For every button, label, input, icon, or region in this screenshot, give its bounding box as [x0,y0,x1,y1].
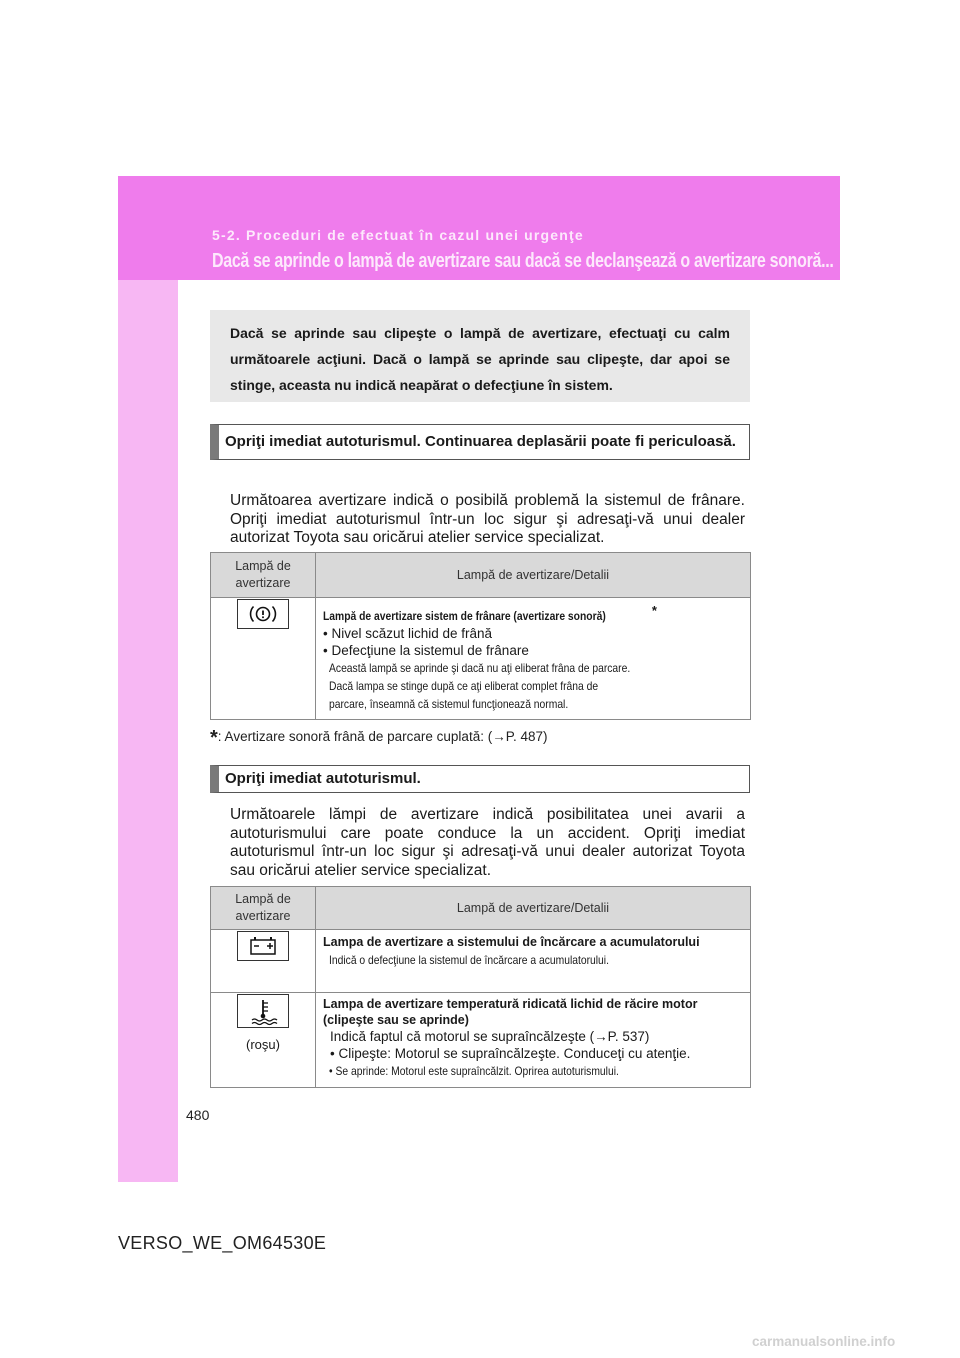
battery-icon [237,931,289,961]
brake-warning-icon [237,599,289,629]
detail-note: Dacă lampa se stinge după ce aţi eliberat complet frâna de [329,679,599,694]
intro-text: Dacă se aprinde sau clipeşte o lampă de avertizare, efectuaţi cu calm următoarele acţiuni. Dacă o lampă se aprinde sau clipeşte, dar apoi se stinge, aceasta nu indică neapărat o defecţiune în sistem. [230,325,730,393]
section-title: Dacă se aprinde o lampă de avertizare sau dacă se declanşează o avertizare sonoră... [212,250,834,272]
table-row [211,993,751,1088]
detail-line: • Clipeşte: Motorul se supraîncălzeşte. Conduceţi cu atenţie. [330,1046,691,1061]
heading-stop-immediately-dangerous [210,424,750,460]
lamp-title: Lampa de avertizare a sistemului de încărcare a acumulatorului [323,935,700,949]
details-cell [316,598,751,720]
column-header-lamp: Lampă de avertizare [211,553,316,598]
detail-note: parcare, înseamnă că sistemul funcţionează normal. [329,697,569,712]
table-row [211,598,751,720]
detail-note: • Se aprinde: Motorul este supraîncălzit. Oprirea autoturismului. [329,1064,619,1078]
details-cell [316,993,751,1088]
detail-bullet: • Nivel scăzut lichid de frână [323,626,493,642]
column-header-lamp: Lampă de avertizare [211,887,316,930]
coolant-temperature-icon [237,994,289,1028]
detail-line: Indică faptul că motorul se supraîncălzeşte (→P. 537) [330,1029,650,1044]
document-code: VERSO_WE_OM64530E [118,1233,327,1253]
details-cell [316,930,751,993]
lamp-color-note: (roşu) [246,1037,280,1052]
lamp-cell [211,930,316,993]
column-header-details: Lampă de avertizare/Detalii [316,553,751,598]
table-header-row [211,553,751,598]
watermark: carmanualsonline.info [752,1334,896,1349]
column-header-details: Lampă de avertizare/Detalii [316,887,751,930]
lamp-title: Lampa de avertizare temperatură ridicată lichid de răcire motor (clipeşte sau se aprinde) [323,997,698,1027]
sidebar-tab [118,176,178,1182]
lamp-cell [211,598,316,720]
detail-bullet: • Defecţiune la sistemul de frânare [323,643,529,659]
paragraph-brake-warning: Următoarea avertizare indică o posibilă problemă la sistemul de frânare. Opriţi imediat autoturismul într-un loc sigur şi adresaţi-vă unui dealer autorizat Toyota sau oricărui atelier service specializat. [230,492,745,546]
heading-text: Opriţi imediat autoturismul. [225,770,421,787]
page-number: 480 [186,1107,210,1123]
warning-table-vehicle [210,886,751,1088]
warning-table-brake [210,552,751,720]
intro-box [210,310,750,402]
detail-note: Indică o defecţiune la sistemul de încărcare a acumulatorului. [329,953,609,967]
detail-note: Această lampă se aprinde şi dacă nu aţi eliberat frâna de parcare. [329,661,631,676]
table-row [211,930,751,993]
section-label: 5-2. Proceduri de efectuat în cazul unei urgenţe [212,227,584,243]
footnote: *: Avertizare sonoră frână de parcare cuplată: (→P. 487) [210,727,548,749]
paragraph-warning-lamps: Următoarele lămpi de avertizare indică posibilitatea unei avarii a autoturismului care poate conduce la un accident. Opriţi imediat autoturismul într-un loc sigur şi adresaţi-vă unui dealer autorizat Toyota sau oricărui atelier service specializat. [230,806,745,879]
heading-stop-immediately [210,765,750,793]
lamp-cell [211,993,316,1088]
table-header-row [211,887,751,930]
lamp-title: Lampă de avertizare sistem de frânare (avertizare sonoră) * [323,603,657,624]
heading-text: Opriţi imediat autoturismul. Continuarea deplasării poate fi periculoasă. [225,433,736,450]
